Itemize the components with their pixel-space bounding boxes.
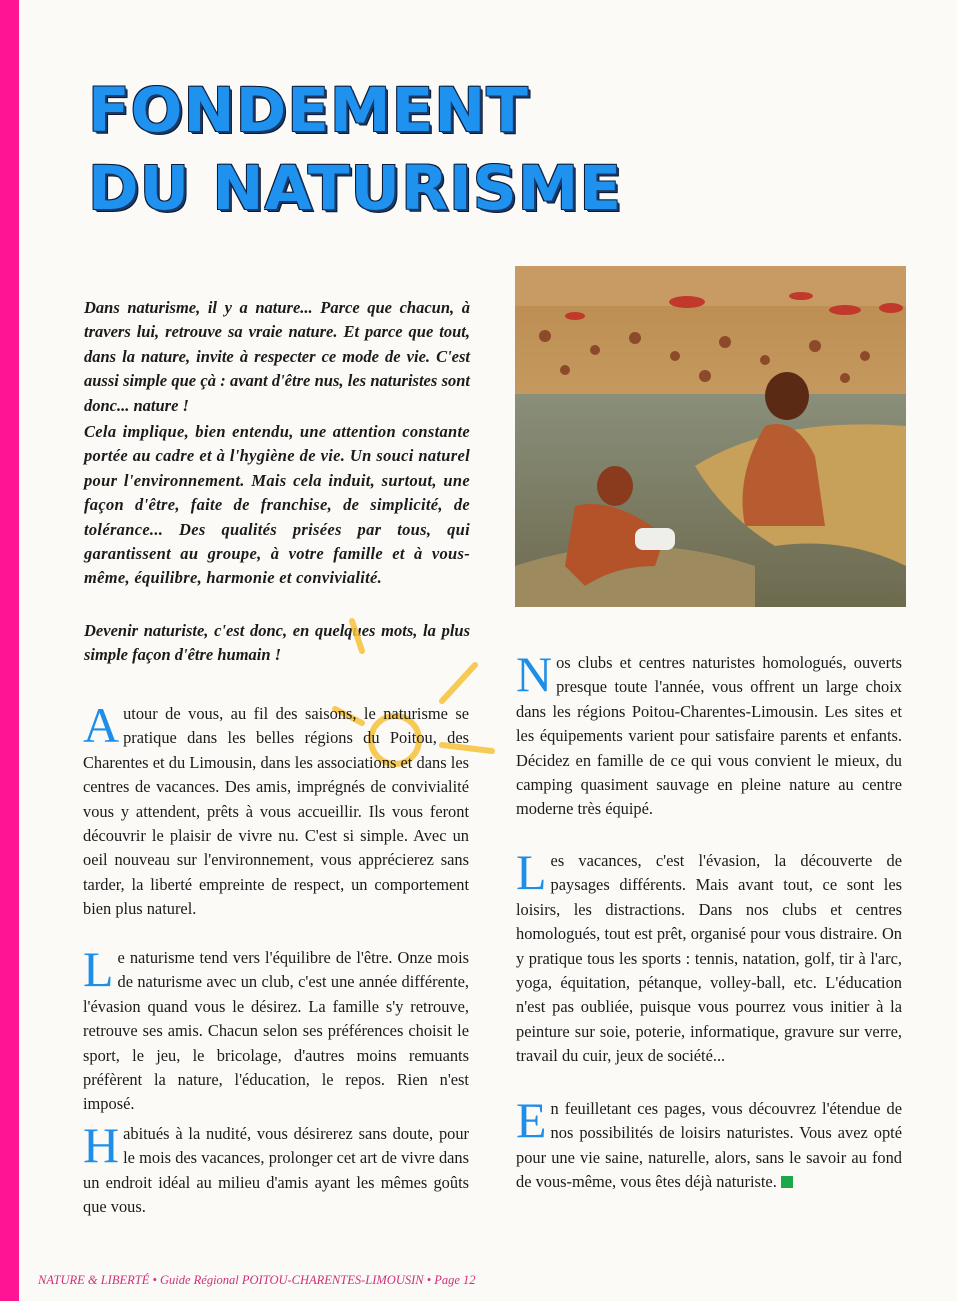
body-paragraph: [516, 1092, 902, 1195]
drop-cap: L: [516, 844, 547, 900]
paragraph-text: e naturisme tend vers l'équilibre de l'être. Onze mois de naturisme avec un club, c'est une année différente, l'évasion quand vous le désirez. La famille s'y retrouve, retrouve ses amis. Chacun selon ses préférences choisit le sport, le jeu, le bricolage, d'autres moins remuants préfèrent la nature, l'éducation, le repos. Rien n'est imposé.: [83, 948, 469, 1114]
intro-paragraph: Cela implique, bien entendu, une attention constante portée au cadre et à l'hygiène de vie. Un souci naturel pour l'environnement. Mais cela induit, surtout, une façon d'être, faite de franchise, de simplicité, de tolérance... Des qualités prisées par tous, qui garantissent au groupe, à votre famille et à vous-même, équilibre, harmonie et convivialité.: [84, 422, 470, 588]
drop-cap: N: [516, 646, 553, 702]
intro-paragraph: Devenir naturiste, c'est donc, en quelques mots, la plus simple façon d'être humain !: [84, 621, 470, 665]
beach-photo: [515, 266, 906, 607]
page-title-line-2: DU NATURISME: [88, 153, 623, 224]
paragraph-text: abitués à la nudité, vous désirerez sans doute, pour le mois des vacances, prolonger cet art de vivre dans un endroit idéal au milieu d'amis ayant les mêmes goûts que vous.: [83, 1124, 469, 1217]
body-paragraph: [516, 646, 902, 822]
paragraph-text: n feuilletant ces pages, vous découvrez l'étendue de nos possibilités de loisirs naturistes. Vous avez opté pour une vie saine, naturelle, alors, sans le savoir au fond de vous-même, vous êtes déjà naturiste.: [516, 1099, 902, 1192]
body-paragraph: [516, 844, 902, 1069]
paragraph-text: es vacances, c'est l'évasion, la découverte de paysages différents. Mais avant tout, ce sont les loisirs, les distractions. Dans nos clubs et centres homologués, tout est prêt, organisé pour vous distraire. On y pratique tous les sports : tennis, natation, golf, tir à l'arc, yoga, équitation, pétanque, volley-ball, etc. L'éducation n'est pas oubliée, puisque vous pourrez vous initier à la peinture sur soie, poterie, informatique, gravure sur verre, travail du cuir, jeux de société...: [516, 851, 902, 1066]
body-paragraph: [83, 1117, 469, 1220]
drop-cap: H: [83, 1117, 120, 1173]
page-footer: NATURE & LIBERTÉ • Guide Régional POITOU-CHARENTES-LIMOUSIN • Page 12: [38, 1273, 476, 1287]
end-of-article-square: [781, 1176, 793, 1188]
drop-cap: E: [516, 1092, 547, 1148]
page-edge-bar: [0, 0, 19, 1301]
body-paragraph: [83, 941, 469, 1117]
intro-paragraph: Dans naturisme, il y a nature... Parce que chacun, à travers lui, retrouve sa vraie nature. Et parce que tout, dans la nature, invite à respecter ce mode de vie. C'est aussi simple que çà : avant d'être nus, les naturistes sont donc... nature !: [84, 298, 470, 415]
drop-cap: L: [83, 941, 114, 997]
drop-cap: A: [83, 697, 120, 753]
paragraph-text: utour de vous, au fil des saisons, le naturisme se pratique dans les belles régions du Poitou, des Charentes et du Limousin, dans les associations et dans les centres de vacances. Des amis, imprégnés de convivialité vous y attendent, prêts à vous accueillir. Ils vous feront découvrir le plaisir de vivre nu. C'est si simple. Avec un oeil nouveau sur l'environnement, vous apprécierez sans tarder, la liberté empreinte de respect, un comportement bien plus naturel.: [83, 704, 469, 919]
paragraph-text: os clubs et centres naturistes homologués, ouverts presque toute l'année, vous offrent un large choix dans les régions Poitou-Charentes-Limousin. Les sites et les équipements varient pour satisfaire parents et enfants. Décidez en famille de ce qui vous convient le mieux, du camping quasiment sauvage en pleine nature au centre moderne très équipé.: [516, 653, 902, 819]
body-paragraph: [83, 697, 469, 922]
page-title-line-1: FONDEMENT: [88, 75, 529, 146]
